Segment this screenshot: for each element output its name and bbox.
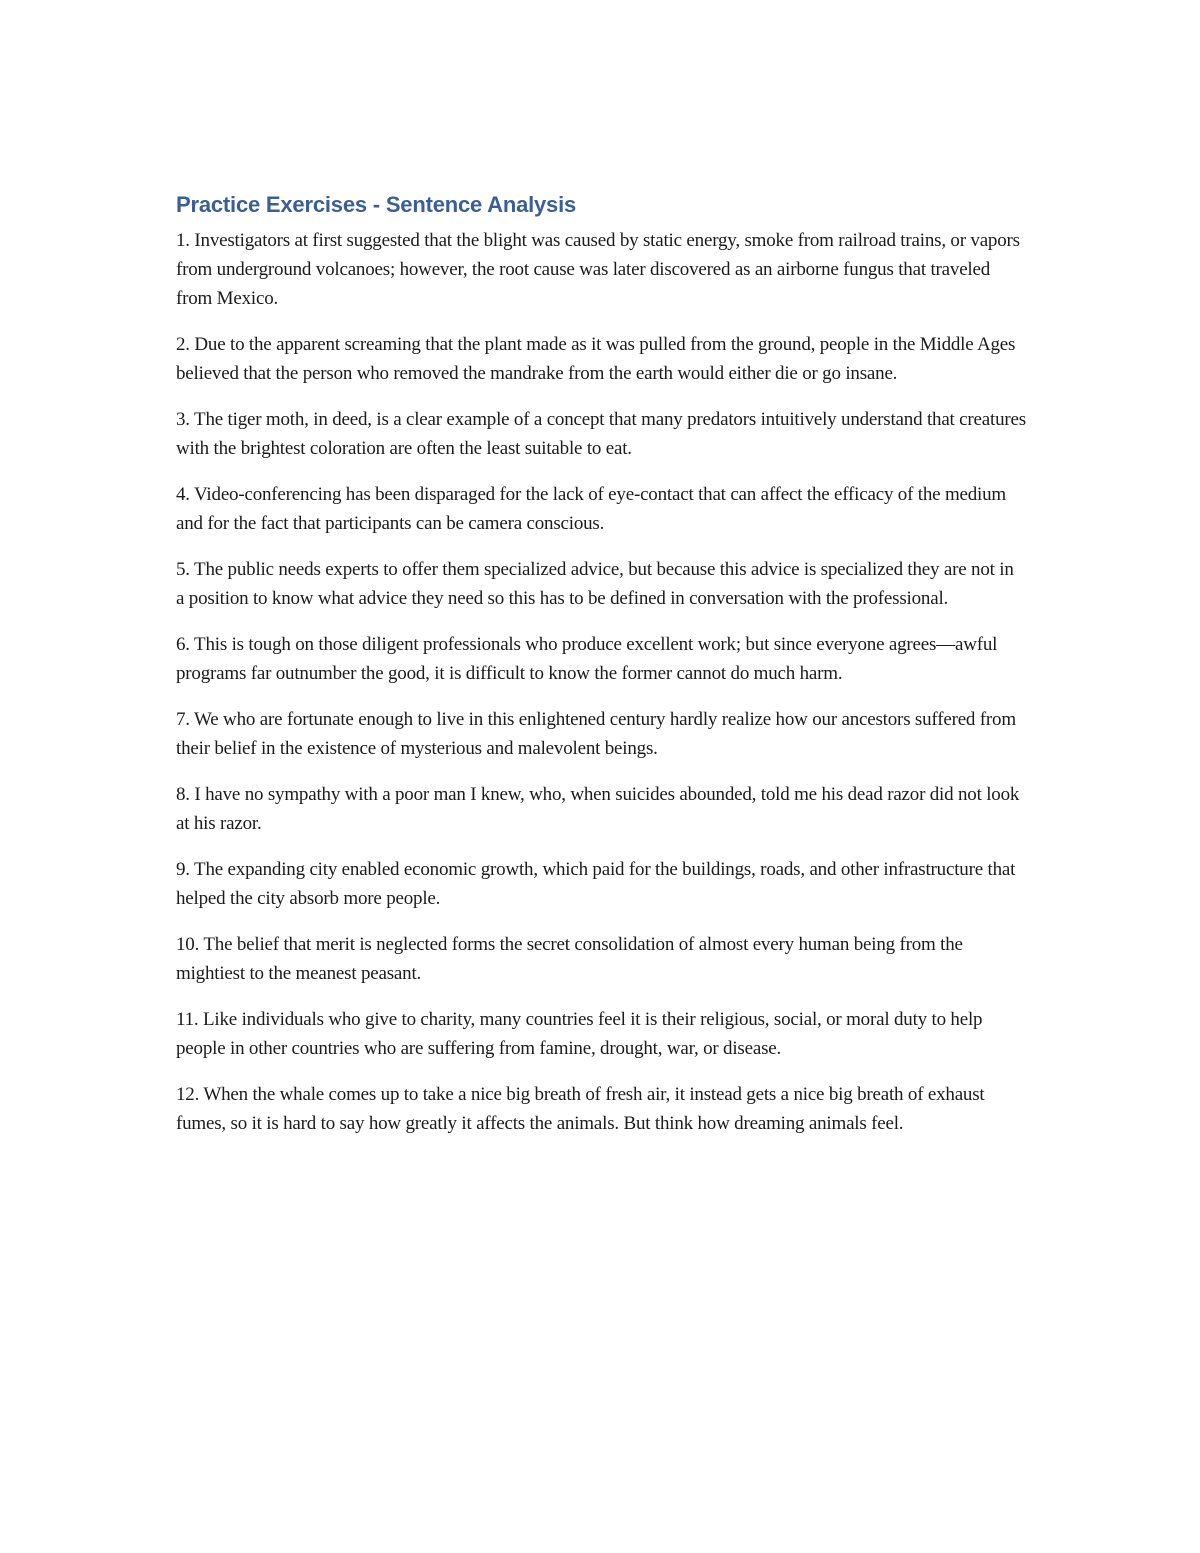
exercise-item: 9. The expanding city enabled economic growth, which paid for the buildings, roads, and other infrastructure that helped the city absorb more people. <box>176 859 1016 909</box>
exercise-item: 5. The public needs experts to offer them specialized advice, but because this advice is specialized they are not in a position to know what advice they need so this has to be defined in conversation with the professional. <box>176 559 1014 609</box>
exercise-item: 8. I have no sympathy with a poor man I knew, who, when suicides abounded, told me his dead razor did not look at his razor. <box>176 784 1020 834</box>
exercise-item: 6. This is tough on those diligent professionals who produce excellent work; but since everyone agrees—awful programs far outnumber the good, it is difficult to know the former cannot do much harm. <box>176 634 998 684</box>
exercise-item: 11. Like individuals who give to charity, many countries feel it is their religious, social, or moral duty to help people in other countries who are suffering from famine, drought, war, or disease. <box>176 1009 983 1059</box>
document-title: Practice Exercises - Sentence Analysis <box>176 192 577 217</box>
exercise-item: 7. We who are fortunate enough to live in this enlightened century hardly realize how our ancestors suffered from their belief in the existence of mysterious and malevolent beings. <box>176 709 1016 759</box>
exercise-item: 3. The tiger moth, in deed, is a clear example of a concept that many predators intuitively understand that creatures with the brightest coloration are often the least suitable to eat. <box>176 409 1026 459</box>
exercise-item: 10. The belief that merit is neglected forms the secret consolidation of almost every human being from the mightiest to the meanest peasant. <box>176 934 963 984</box>
exercise-item: 12. When the whale comes up to take a nice big breath of fresh air, it instead gets a nice big breath of exhaust fumes, so it is hard to say how greatly it affects the animals. But think how dreaming animals feel. <box>176 1084 985 1134</box>
document-content <box>176 188 1026 1155</box>
exercise-item: 1. Investigators at first suggested that the blight was caused by static energy, smoke from railroad trains, or vapors from underground volcanoes; however, the root cause was later discovered as an airborne fungus that traveled from Mexico. <box>176 230 1020 309</box>
exercise-item: 2. Due to the apparent screaming that the plant made as it was pulled from the ground, people in the Middle Ages believed that the person who removed the mandrake from the earth would either die or go insane. <box>176 334 1016 384</box>
exercise-item: 4. Video-conferencing has been disparaged for the lack of eye-contact that can affect the efficacy of the medium and for the fact that participants can be camera conscious. <box>176 484 1007 534</box>
